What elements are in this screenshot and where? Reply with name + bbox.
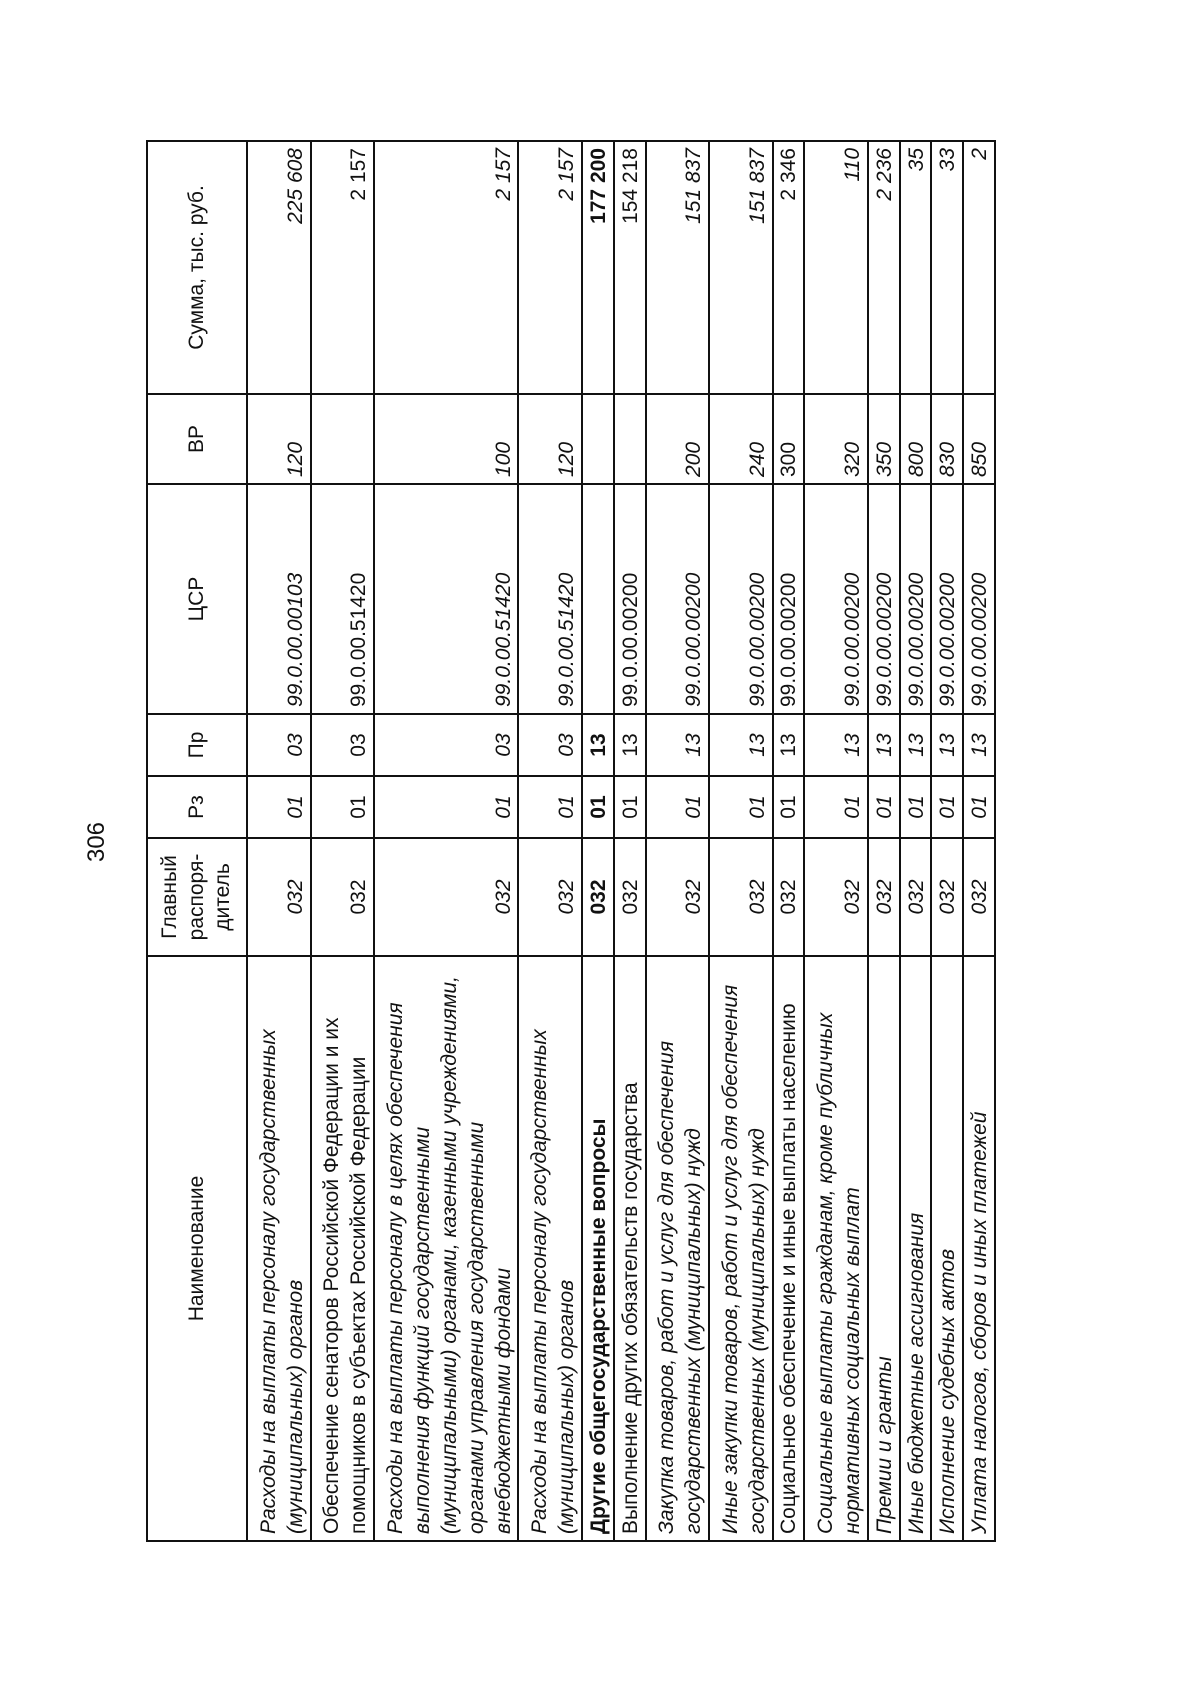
cell-vr: 320 <box>804 394 868 484</box>
cell-rz: 01 <box>931 776 963 838</box>
rotated-table-container <box>146 142 996 1542</box>
cell-csr: 99.0.00.00200 <box>773 484 805 714</box>
table-body <box>247 141 995 1541</box>
cell-csr: 99.0.00.51420 <box>311 484 375 714</box>
header-vr: ВР <box>147 394 247 484</box>
table-row <box>582 141 614 1541</box>
cell-vr: 830 <box>931 394 963 484</box>
cell-name: Обеспечение сенаторов Российской Федерации и их помощников в субъектах Российской Федерации <box>311 956 375 1541</box>
cell-pr: 03 <box>311 714 375 776</box>
table-row <box>900 141 932 1541</box>
cell-vr: 200 <box>646 394 710 484</box>
budget-table <box>146 140 996 1542</box>
cell-pr: 13 <box>868 714 900 776</box>
cell-main: 032 <box>709 838 773 956</box>
header-sum: Сумма, тыс. руб. <box>147 141 247 394</box>
cell-main: 032 <box>931 838 963 956</box>
cell-main: 032 <box>247 838 311 956</box>
cell-sum: 110 <box>804 141 868 394</box>
cell-vr: 120 <box>247 394 311 484</box>
cell-pr: 13 <box>900 714 932 776</box>
table-row <box>773 141 805 1541</box>
cell-main: 032 <box>900 838 932 956</box>
cell-vr: 300 <box>773 394 805 484</box>
cell-name: Иные бюджетные ассигнования <box>900 956 932 1541</box>
header-pr: Пр <box>147 714 247 776</box>
cell-main: 032 <box>773 838 805 956</box>
header-main: Главный распоря-дитель <box>147 838 247 956</box>
cell-vr <box>614 394 646 484</box>
cell-rz: 01 <box>247 776 311 838</box>
cell-sum: 2 157 <box>518 141 582 394</box>
table-row <box>709 141 773 1541</box>
table-row <box>931 141 963 1541</box>
cell-vr: 350 <box>868 394 900 484</box>
cell-sum: 177 200 <box>582 141 614 394</box>
cell-name: Социальное обеспечение и иные выплаты населению <box>773 956 805 1541</box>
cell-sum: 2 236 <box>868 141 900 394</box>
cell-sum: 154 218 <box>614 141 646 394</box>
cell-rz: 01 <box>614 776 646 838</box>
cell-name: Социальные выплаты гражданам, кроме публичных нормативных социальных выплат <box>804 956 868 1541</box>
cell-pr: 13 <box>931 714 963 776</box>
table-row <box>311 141 375 1541</box>
cell-csr <box>582 484 614 714</box>
table-row <box>247 141 311 1541</box>
cell-csr: 99.0.00.00200 <box>900 484 932 714</box>
cell-csr: 99.0.00.00200 <box>804 484 868 714</box>
cell-name: Закупка товаров, работ и услуг для обеспечения государственных (муниципальных) нужд <box>646 956 710 1541</box>
cell-sum: 33 <box>931 141 963 394</box>
cell-rz: 01 <box>709 776 773 838</box>
cell-pr: 13 <box>963 714 995 776</box>
cell-main: 032 <box>868 838 900 956</box>
cell-name: Выполнение других обязательств государства <box>614 956 646 1541</box>
table-row <box>804 141 868 1541</box>
cell-name: Уплата налогов, сборов и иных платежей <box>963 956 995 1541</box>
cell-rz: 01 <box>582 776 614 838</box>
cell-rz: 01 <box>900 776 932 838</box>
cell-rz: 01 <box>374 776 518 838</box>
cell-sum: 2 157 <box>374 141 518 394</box>
cell-pr: 13 <box>582 714 614 776</box>
cell-name: Иные закупки товаров, работ и услуг для обеспечения государственных (муниципальных) нужд <box>709 956 773 1541</box>
cell-main: 032 <box>804 838 868 956</box>
table-row <box>614 141 646 1541</box>
cell-main: 032 <box>374 838 518 956</box>
cell-csr: 99.0.00.00200 <box>646 484 710 714</box>
cell-name: Исполнение судебных актов <box>931 956 963 1541</box>
cell-main: 032 <box>646 838 710 956</box>
cell-sum: 2 346 <box>773 141 805 394</box>
table-row <box>374 141 518 1541</box>
cell-main: 032 <box>614 838 646 956</box>
cell-rz: 01 <box>311 776 375 838</box>
cell-csr: 99.0.00.00200 <box>963 484 995 714</box>
cell-sum: 2 157 <box>311 141 375 394</box>
cell-pr: 03 <box>518 714 582 776</box>
cell-vr: 240 <box>709 394 773 484</box>
cell-name: Расходы на выплаты персоналу государственных (муниципальных) органов <box>247 956 311 1541</box>
cell-rz: 01 <box>518 776 582 838</box>
cell-sum: 35 <box>900 141 932 394</box>
header-csr: ЦСР <box>147 484 247 714</box>
table-row <box>963 141 995 1541</box>
cell-vr: 800 <box>900 394 932 484</box>
cell-main: 032 <box>582 838 614 956</box>
cell-pr: 13 <box>614 714 646 776</box>
header-name: Наименование <box>147 956 247 1541</box>
cell-vr <box>311 394 375 484</box>
cell-name: Другие общегосударственные вопросы <box>582 956 614 1541</box>
cell-sum: 225 608 <box>247 141 311 394</box>
cell-rz: 01 <box>773 776 805 838</box>
cell-main: 032 <box>963 838 995 956</box>
table-row <box>518 141 582 1541</box>
cell-csr: 99.0.00.00103 <box>247 484 311 714</box>
cell-rz: 01 <box>963 776 995 838</box>
cell-pr: 03 <box>374 714 518 776</box>
cell-pr: 13 <box>804 714 868 776</box>
cell-csr: 99.0.00.51420 <box>374 484 518 714</box>
header-rz: Рз <box>147 776 247 838</box>
cell-name: Расходы на выплаты персоналу государственных (муниципальных) органов <box>518 956 582 1541</box>
cell-name: Расходы на выплаты персоналу в целях обеспечения выполнения функций государственными (муниципальными) органами, казенными учреждениями, органами управления государственными внебюджетными фондами <box>374 956 518 1541</box>
cell-main: 032 <box>311 838 375 956</box>
cell-name: Премии и гранты <box>868 956 900 1541</box>
cell-csr: 99.0.00.00200 <box>931 484 963 714</box>
cell-csr: 99.0.00.00200 <box>614 484 646 714</box>
cell-vr: 850 <box>963 394 995 484</box>
cell-vr: 120 <box>518 394 582 484</box>
cell-vr <box>582 394 614 484</box>
cell-sum: 151 837 <box>646 141 710 394</box>
cell-pr: 13 <box>773 714 805 776</box>
cell-rz: 01 <box>646 776 710 838</box>
cell-main: 032 <box>518 838 582 956</box>
cell-sum: 151 837 <box>709 141 773 394</box>
cell-pr: 13 <box>709 714 773 776</box>
cell-pr: 03 <box>247 714 311 776</box>
cell-csr: 99.0.00.00200 <box>868 484 900 714</box>
cell-rz: 01 <box>868 776 900 838</box>
cell-vr: 100 <box>374 394 518 484</box>
cell-rz: 01 <box>804 776 868 838</box>
table-row <box>868 141 900 1541</box>
table-header-row <box>147 141 247 1541</box>
cell-csr: 99.0.00.51420 <box>518 484 582 714</box>
page-number: 306 <box>83 821 110 863</box>
cell-sum: 2 <box>963 141 995 394</box>
cell-pr: 13 <box>646 714 710 776</box>
table-row <box>646 141 710 1541</box>
cell-csr: 99.0.00.00200 <box>709 484 773 714</box>
